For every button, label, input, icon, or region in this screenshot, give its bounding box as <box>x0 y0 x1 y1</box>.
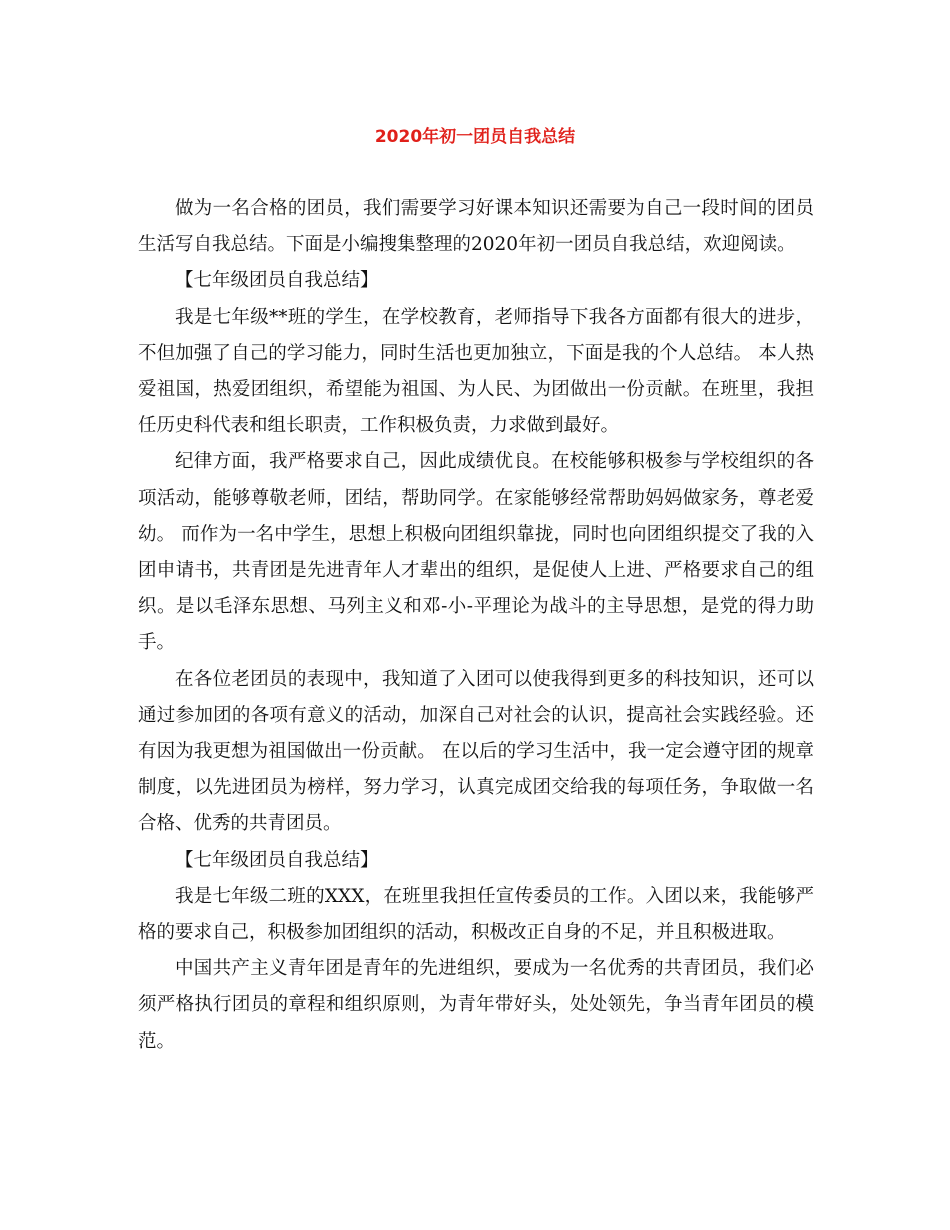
body-paragraph: 在各位老团员的表现中，我知道了入团可以使我得到更多的科技知识，还可以通过参加团的各项有意义的活动，加深自己对社会的认识，提高社会实践经验。还有因为我更想为祖国做出一份贡献。 在以后的学习生活中，我一定会遵守团的规章制度，以先进团员为榜样，努力学习，认真完成团交给我的每项任务，争取做一名合格、优秀的共青团员。 <box>138 668 814 835</box>
section-heading: 【七年级团员自我总结】 <box>175 849 379 871</box>
document-body <box>138 191 814 1060</box>
body-paragraph: 纪律方面，我严格要求自己，因此成绩优良。在校能够积极参与学校组织的各项活动，能够尊敬老师，团结，帮助同学。在家能够经常帮助妈妈做家务，尊老爱幼。 而作为一名中学生，思想上积极向团组织靠拢，同时也向团组织提交了我的入团申请书，共青团是先进青年人才辈出的组织，是促使人上进、严格要求自己的组织。是以毛泽东思想、马列主义和邓-小-平理论为战斗的主导思想，是党的得力助手。 <box>138 451 814 654</box>
body-paragraph: 我是七年级**班的学生，在学校教育，老师指导下我各方面都有很大的进步，不但加强了自己的学习能力，同时生活也更加独立，下面是我的个人总结。 本人热爱祖国，热爱团组织，希望能为祖国、为人民、为团做出一份贡献。在班里，我担任历史科代表和组长职责，工作积极负责，力求做到最好。 <box>138 306 814 437</box>
section-heading: 【七年级团员自我总结】 <box>175 270 379 292</box>
body-paragraph: 中国共产主义青年团是青年的先进组织，要成为一名优秀的共青团员，我们必须严格执行团员的章程和组织原则，为青年带好头，处处领先，争当青年团员的模范。 <box>138 958 814 1052</box>
document-title: 2020年初一团员自我总结 <box>374 127 576 147</box>
intro-paragraph: 做为一名合格的团员，我们需要学习好课本知识还需要为自己一段时间的团员生活写自我总结。下面是小编搜集整理的2020年初一团员自我总结，欢迎阅读。 <box>138 198 814 256</box>
body-paragraph: 我是七年级二班的XXX，在班里我担任宣传委员的工作。入团以来，我能够严格的要求自己，积极参加团组织的活动，积极改正自身的不足，并且积极进取。 <box>138 885 814 944</box>
